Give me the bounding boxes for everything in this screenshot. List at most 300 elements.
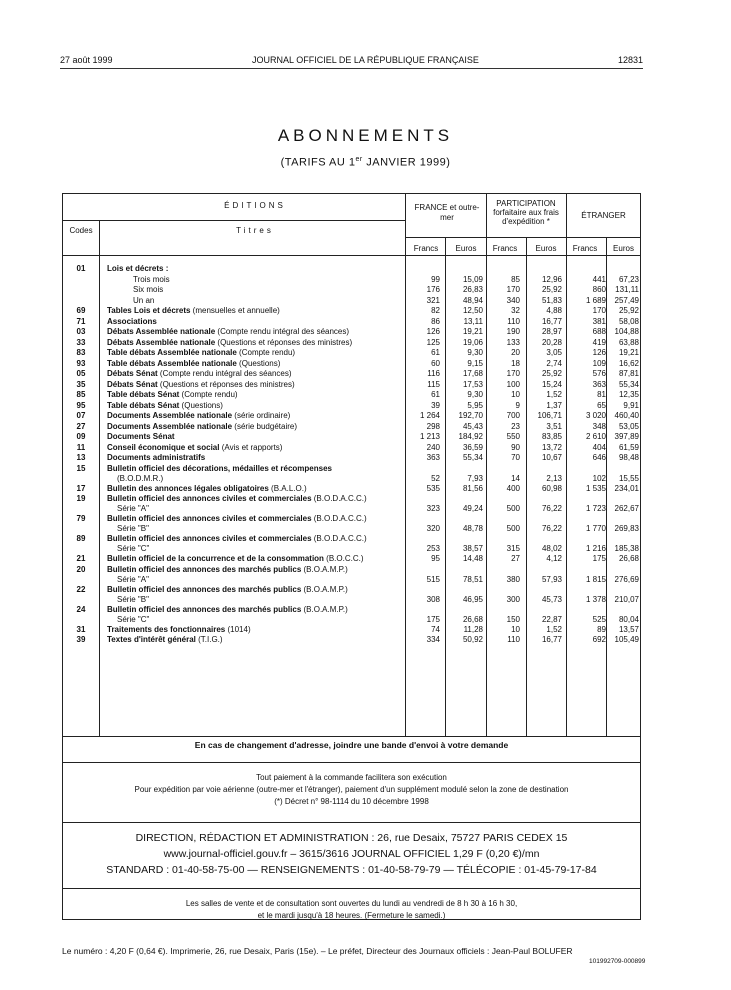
rule-payment <box>62 822 641 823</box>
row-title-line2: Série "B" <box>117 524 149 533</box>
header-etranger: ÉTRANGER <box>581 211 626 220</box>
row-value: 26,83 <box>462 285 483 294</box>
row-value: 65 <box>597 400 606 410</box>
row-value: 300 <box>506 594 520 604</box>
row-title-bold: Tables Lois et décrets <box>107 306 191 315</box>
row-value: 76,22 <box>541 504 562 513</box>
payment-line-1: Tout paiement à la commande facilitera son exécution <box>256 773 447 782</box>
row-code: 39 <box>76 635 86 644</box>
row-title-bold: Traitements des fonctionnaires <box>107 624 226 634</box>
row-value: 404 <box>592 442 606 452</box>
row-value: 1 770 <box>585 524 606 533</box>
row-value: 74 <box>431 624 440 634</box>
row-value: 15,55 <box>618 473 639 483</box>
row-value: 36,59 <box>462 442 483 452</box>
row-value: 381 <box>592 316 606 326</box>
row-title-line2: Série "C" <box>117 614 150 624</box>
table-row <box>62 317 641 328</box>
row-value: 17,68 <box>462 369 483 378</box>
header-euros-1: Euros <box>455 244 477 253</box>
row-value: 860 <box>592 285 606 294</box>
row-value: 55,34 <box>618 379 639 389</box>
row-title-bold: Bulletin officiel des annonces civiles et commerciales <box>107 494 312 503</box>
row-code: 07 <box>76 411 86 420</box>
row-value: 27 <box>511 554 520 563</box>
row-title-detail: (T.I.G.) <box>195 635 223 644</box>
row-code: 93 <box>76 358 86 368</box>
header-titres: Titres <box>236 226 274 235</box>
row-value: 13,57 <box>618 624 639 634</box>
row-value: 115 <box>427 379 440 389</box>
row-value: 90 <box>511 442 520 452</box>
row-value: 2,74 <box>546 358 562 368</box>
row-title <box>107 565 403 585</box>
row-title <box>107 585 403 605</box>
table-row <box>62 494 641 514</box>
row-value: 116 <box>427 369 440 378</box>
row-code: 19 <box>76 494 86 503</box>
row-title <box>107 369 403 379</box>
table-row <box>62 348 641 359</box>
row-value: 1 723 <box>585 504 606 513</box>
table-row <box>62 484 641 495</box>
header-journal-name: JOURNAL OFFICIEL DE LA RÉPUBLIQUE FRANÇAISE <box>252 55 479 65</box>
row-value: 308 <box>426 594 440 604</box>
row-value: 104,88 <box>614 327 639 336</box>
row-title-line2: Série "B" <box>117 594 149 604</box>
header-page-number: 12831 <box>617 55 643 65</box>
row-title-detail: (Compte rendu intégral des séances) <box>157 369 292 378</box>
row-value: 61,59 <box>618 442 639 452</box>
row-title-bold: Bulletin officiel des annonces des marchés publics <box>107 564 302 574</box>
row-value: 1 378 <box>585 594 606 604</box>
row-value: 7,93 <box>467 473 483 483</box>
row-value: 2 610 <box>585 432 606 441</box>
row-code: 17 <box>76 483 86 493</box>
table-row <box>62 565 641 585</box>
row-value: 20 <box>511 348 520 357</box>
row-title <box>107 275 429 285</box>
row-title <box>107 625 403 635</box>
row-title <box>107 348 403 358</box>
row-value: 170 <box>592 306 606 315</box>
row-code: 35 <box>76 379 86 389</box>
row-value: 70 <box>511 453 520 462</box>
row-value: 78,51 <box>462 574 483 584</box>
row-code: 85 <box>76 390 86 399</box>
row-title-line2: Série "C" <box>117 544 150 553</box>
row-title-bold: Bulletin officiel des annonces des marchés publics <box>107 604 302 614</box>
row-value: 700 <box>506 411 520 420</box>
row-code: 69 <box>76 306 86 315</box>
row-value: 4,88 <box>546 306 562 315</box>
header-participation: PARTICIPATION forfaitaire aux frais d'expédition * <box>493 199 559 226</box>
row-title-line2: Série "A" <box>117 574 149 584</box>
row-value: 340 <box>506 295 520 305</box>
header-france: FRANCE et outre-mer <box>414 203 480 222</box>
row-value: 15,24 <box>541 379 562 389</box>
row-title <box>107 359 403 369</box>
row-value: 61 <box>431 348 440 357</box>
row-code: 05 <box>76 369 86 378</box>
row-value: 58,08 <box>618 316 639 326</box>
row-title-detail: (Questions) <box>179 400 223 410</box>
row-title-detail: (B.O.A.M.P.) <box>301 584 348 594</box>
row-title <box>107 380 403 390</box>
table-row <box>62 411 641 422</box>
row-value: 3 020 <box>585 411 606 420</box>
row-value: 192,70 <box>458 411 483 420</box>
row-title <box>107 605 403 625</box>
row-value: 110 <box>507 316 520 326</box>
row-title-detail: (série ordinaire) <box>232 411 291 420</box>
row-title-detail: (B.O.D.A.C.C.) <box>311 494 367 503</box>
row-value: 48,94 <box>462 295 483 305</box>
row-title-bold: Textes d'intérêt général <box>107 635 196 644</box>
row-value: 131,11 <box>615 285 639 294</box>
footer-code: 101992709-000899 <box>589 958 646 965</box>
row-value: 23 <box>511 421 520 431</box>
row-value: 60 <box>431 358 440 368</box>
row-value: 397,89 <box>614 432 639 441</box>
row-value: 80,04 <box>618 614 639 624</box>
row-title-detail: (Compte rendu) <box>236 348 296 357</box>
row-title-detail: (mensuelles et annuelle) <box>190 306 280 315</box>
row-value: 3,51 <box>546 421 562 431</box>
table-header <box>62 193 641 255</box>
table-row <box>62 275 641 286</box>
row-value: 1 264 <box>419 411 440 420</box>
row-value: 89 <box>597 624 606 634</box>
row-value: 26,68 <box>462 614 483 624</box>
table-row <box>62 585 641 605</box>
row-value: 100 <box>506 379 520 389</box>
row-value: 48,78 <box>462 524 483 533</box>
row-code: 83 <box>76 348 86 357</box>
row-value: 175 <box>592 554 606 563</box>
row-title <box>107 464 403 484</box>
row-value: 1 815 <box>585 574 606 584</box>
row-title-detail: (Compte rendu) <box>179 390 238 399</box>
row-value: 184,92 <box>458 432 483 441</box>
row-value: 525 <box>592 614 606 624</box>
row-value: 175 <box>426 614 440 624</box>
row-title-detail: Un an <box>133 295 155 305</box>
row-value: 95 <box>431 554 440 563</box>
row-value: 500 <box>506 524 520 533</box>
row-value: 276,69 <box>614 574 639 584</box>
row-title-bold: Documents Sénat <box>107 432 175 441</box>
row-code: 31 <box>76 624 86 634</box>
row-title <box>107 401 403 411</box>
row-value: 83,85 <box>541 432 562 441</box>
rule-notice <box>62 762 641 763</box>
direction-block <box>62 830 641 878</box>
row-value: 535 <box>426 483 440 493</box>
row-value: 1,37 <box>546 400 562 410</box>
row-value: 576 <box>592 369 606 378</box>
table-row <box>62 264 641 275</box>
row-title-detail: (Compte rendu intégral des séances) <box>215 327 350 336</box>
row-value: 16,77 <box>541 635 562 644</box>
table-row <box>62 635 641 646</box>
row-value: 22,87 <box>541 614 562 624</box>
row-value: 646 <box>592 453 606 462</box>
row-title-detail: (1014) <box>225 624 251 634</box>
row-title <box>107 432 403 442</box>
row-value: 9 <box>515 400 520 410</box>
table-row <box>62 369 641 380</box>
row-title-detail: Trois mois <box>133 274 170 284</box>
row-title-bold: Bulletin officiel des annonces civiles et commerciales <box>107 534 312 543</box>
row-title-detail: (B.O.A.M.P.) <box>301 564 348 574</box>
row-title <box>107 453 403 463</box>
row-value: 81,56 <box>462 483 483 493</box>
row-value: 102 <box>592 473 606 483</box>
row-title-bold: Documents administratifs <box>107 453 206 462</box>
row-title-detail: (B.O.D.A.C.C.) <box>311 514 367 523</box>
table-row <box>62 327 641 338</box>
row-value: 106,71 <box>537 411 562 420</box>
row-value: 240 <box>426 442 440 452</box>
row-title-detail: Six mois <box>133 285 164 294</box>
row-value: 10,67 <box>541 453 562 462</box>
table-row <box>62 359 641 370</box>
row-value: 87,81 <box>618 369 639 378</box>
row-value: 109 <box>592 358 606 368</box>
row-value: 9,91 <box>623 400 639 410</box>
row-title-bold: Conseil économique et social <box>107 442 220 452</box>
row-value: 10 <box>511 624 520 634</box>
header-euros-3: Euros <box>613 244 634 253</box>
row-title-line2: (B.O.D.M.R.) <box>117 473 164 483</box>
row-value: 45,43 <box>462 421 483 431</box>
table-row <box>62 443 641 454</box>
row-value: 46,95 <box>462 594 483 604</box>
row-value: 25,92 <box>541 369 562 378</box>
row-title-bold: Table débats Sénat <box>107 400 180 410</box>
direction-web: www.journal-officiel.gouv.fr – 3615/3616 JOURNAL OFFICIEL 1,29 F (0,20 €)/mn <box>163 848 540 860</box>
row-value: 110 <box>507 635 520 644</box>
row-code: 20 <box>76 564 86 574</box>
row-code: 22 <box>76 584 86 594</box>
row-value: 692 <box>592 635 606 644</box>
row-value: 25,92 <box>618 306 639 315</box>
row-value: 16,77 <box>541 316 562 326</box>
rule-editions <box>62 220 405 221</box>
row-title <box>107 306 403 316</box>
row-value: 419 <box>592 337 606 347</box>
header-euros-2: Euros <box>535 244 557 253</box>
row-value: 298 <box>426 421 440 431</box>
row-value: 99 <box>431 274 440 284</box>
row-value: 234,01 <box>614 483 639 493</box>
row-value: 76,22 <box>541 524 562 533</box>
row-title-detail: (Avis et rapports) <box>219 442 283 452</box>
table-row <box>62 296 641 307</box>
row-title <box>107 534 403 554</box>
row-value: 19,21 <box>462 327 483 336</box>
row-title <box>107 296 429 306</box>
row-value: 460,40 <box>614 411 639 420</box>
row-value: 85 <box>511 274 520 284</box>
row-title-detail: (Questions et réponses des ministres) <box>215 337 353 347</box>
row-value: 55,34 <box>462 453 483 462</box>
page-title: ABONNEMENTS <box>277 126 454 145</box>
row-value: 210,07 <box>614 594 639 604</box>
row-title <box>107 494 403 514</box>
row-title <box>107 264 403 274</box>
row-title-detail: (série budgétaire) <box>232 421 297 431</box>
direction-address: DIRECTION, RÉDACTION ET ADMINISTRATION : 26, rue Desaix, 75727 PARIS CEDEX 15 <box>135 832 568 844</box>
row-value: 39 <box>431 400 440 410</box>
row-title <box>107 317 403 327</box>
row-value: 9,30 <box>467 390 483 399</box>
table-row <box>62 338 641 349</box>
row-value: 257,49 <box>614 295 639 305</box>
row-value: 57,93 <box>541 574 562 584</box>
row-value: 170 <box>506 369 520 378</box>
row-value: 321 <box>426 295 440 305</box>
row-code: 95 <box>76 400 86 410</box>
payment-line-2: Pour expédition par voie aérienne (outre-mer et l'étranger), paiement d'un supplément modulé selon la zone de destination <box>134 785 569 794</box>
row-code: 89 <box>76 534 86 543</box>
row-title-bold: Bulletin officiel de la concurrence et de la consommation <box>107 554 324 563</box>
row-title-line2: Série "A" <box>117 504 149 513</box>
row-value: 26,68 <box>618 554 639 563</box>
row-title-detail: (B.O.A.M.P.) <box>301 604 348 614</box>
row-value: 12,35 <box>618 390 639 399</box>
row-code: 21 <box>76 554 86 563</box>
row-title-detail: (B.A.L.O.) <box>268 483 307 493</box>
row-title-bold: Documents Assemblée nationale <box>107 421 233 431</box>
table-row <box>62 514 641 534</box>
header-francs-2: Francs <box>492 244 518 253</box>
rule-head-bottom <box>62 255 641 256</box>
row-value: 253 <box>426 544 440 553</box>
row-code: 01 <box>76 264 86 273</box>
row-value: 150 <box>506 614 520 624</box>
row-value: 38,57 <box>462 544 483 553</box>
row-value: 1,52 <box>546 390 562 399</box>
row-value: 50,92 <box>462 635 483 644</box>
footer-imprint: Le numéro : 4,20 F (0,64 €). Imprimerie, 26, rue Desaix, Paris (15e). – Le préfet, Directeur des Journaux officiels : Jean-Paul BOLUFER <box>62 946 573 956</box>
table-row <box>62 605 641 625</box>
row-title <box>107 338 403 348</box>
row-value: 1 213 <box>419 432 440 441</box>
row-value: 60,98 <box>541 483 562 493</box>
row-value: 13,11 <box>463 316 483 326</box>
table-row <box>62 401 641 412</box>
row-value: 315 <box>506 544 520 553</box>
row-value: 133 <box>506 337 520 347</box>
header-francs-1: Francs <box>413 244 439 253</box>
row-value: 2,13 <box>546 473 562 483</box>
row-value: 14 <box>511 473 520 483</box>
row-title-bold: Table débats Assemblée nationale <box>107 348 237 357</box>
sales-hours-line-2: et le mardi jusqu'à 18 heures. (Fermeture le samedi.) <box>257 911 446 920</box>
row-value: 400 <box>506 483 520 493</box>
row-title <box>107 443 403 453</box>
row-value: 45,73 <box>541 594 562 604</box>
row-value: 98,48 <box>618 453 639 462</box>
row-value: 10 <box>511 390 520 399</box>
row-title <box>107 484 403 494</box>
row-value: 86 <box>431 316 440 326</box>
row-title-bold: Débats Assemblée nationale <box>107 327 216 336</box>
row-title-bold: Lois et décrets : <box>107 264 169 273</box>
row-value: 15,09 <box>462 274 483 284</box>
header-rule <box>60 68 643 69</box>
payment-line-3: (*) Décret n° 98-1114 du 10 décembre 1998 <box>274 797 429 806</box>
row-value: 550 <box>506 432 520 441</box>
row-code: 03 <box>76 327 86 336</box>
row-value: 125 <box>426 337 440 347</box>
row-title <box>107 554 403 564</box>
row-title-detail: (Questions et réponses des ministres) <box>157 379 295 389</box>
row-code: 33 <box>76 337 86 347</box>
row-value: 9,15 <box>467 358 483 368</box>
row-value: 323 <box>426 504 440 513</box>
header-codes: Codes <box>69 226 93 235</box>
row-value: 82 <box>431 306 440 315</box>
row-value: 52 <box>431 473 440 483</box>
page-subtitle: (TARIFS AU 1er JANVIER 1999) <box>280 156 451 169</box>
row-title-detail: (Questions) <box>236 358 281 368</box>
row-title-bold: Bulletin officiel des annonces civiles et commerciales <box>107 514 312 523</box>
row-value: 49,24 <box>462 504 483 513</box>
row-value: 190 <box>506 327 520 336</box>
row-value: 14,48 <box>462 554 483 563</box>
row-value: 334 <box>426 635 440 644</box>
table-row <box>62 390 641 401</box>
row-value: 20,28 <box>541 337 562 347</box>
table-row <box>62 554 641 565</box>
row-value: 170 <box>506 285 520 294</box>
row-value: 19,21 <box>618 348 639 357</box>
row-title-bold: Table débats Sénat <box>107 390 180 399</box>
row-code: 24 <box>76 604 86 614</box>
row-value: 4,12 <box>546 554 562 563</box>
table-row <box>62 422 641 433</box>
row-value: 3,05 <box>546 348 562 357</box>
table-row <box>62 285 641 296</box>
row-value: 61 <box>431 390 440 399</box>
row-value: 81 <box>597 390 606 399</box>
row-value: 16,62 <box>618 358 639 368</box>
row-value: 19,06 <box>462 337 483 347</box>
row-value: 1 689 <box>585 295 606 305</box>
row-value: 9,30 <box>467 348 483 357</box>
row-value: 500 <box>506 504 520 513</box>
row-value: 25,92 <box>541 285 562 294</box>
row-value: 1,52 <box>546 624 562 634</box>
row-value: 105,49 <box>614 635 639 644</box>
row-code: 71 <box>76 316 86 326</box>
rule-table-bottom <box>62 736 641 737</box>
row-title-bold: Bulletin officiel des annonces des marchés publics <box>107 584 302 594</box>
row-code: 09 <box>76 432 86 441</box>
table-row <box>62 432 641 443</box>
header-date: 27 août 1999 <box>60 55 113 65</box>
row-value: 380 <box>506 574 520 584</box>
row-value: 185,38 <box>614 544 639 553</box>
row-value: 17,53 <box>462 379 483 389</box>
row-value: 63,88 <box>618 337 639 347</box>
row-value: 269,83 <box>614 524 639 533</box>
row-value: 1 535 <box>585 483 606 493</box>
table-row <box>62 380 641 391</box>
